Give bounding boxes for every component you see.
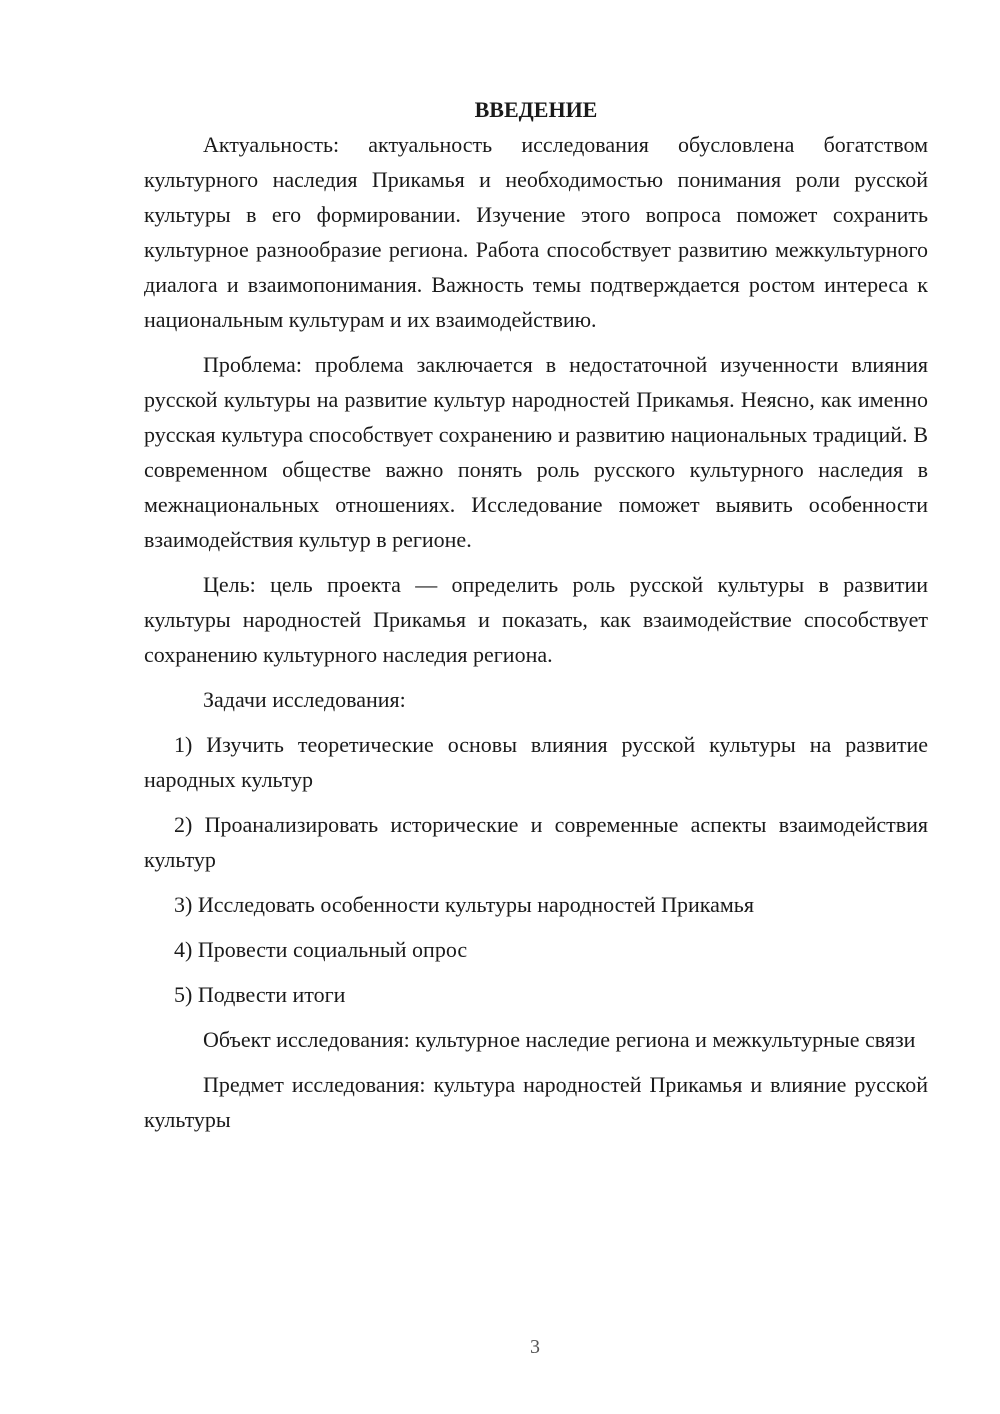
document-page	[144, 92, 928, 1147]
tasks-heading: Задачи исследования:	[203, 687, 406, 712]
problem-paragraph: Проблема: проблема заключается в недостаточной изученности влияния русской культуры на развитие культур народностей Прикамья. Неясно, как именно русская культура способствует сохранению и развитию национальных традиций. В современном обществе важно понять роль русского культурного наследия в межнациональных отношениях. Исследование поможет выявить особенности взаимодействия культур в регионе.	[144, 352, 928, 552]
object-paragraph: Объект исследования: культурное наследие региона и межкультурные связи	[203, 1027, 916, 1052]
task-item-4: 4) Провести социальный опрос	[174, 937, 468, 962]
task-item-1: 1) Изучить теоретические основы влияния русской культуры на развитие народных культур	[144, 732, 928, 792]
subject-paragraph: Предмет исследования: культура народностей Прикамья и влияние русской культуры	[144, 1072, 928, 1132]
goal-paragraph: Цель: цель проекта — определить роль русской культуры в развитии культуры народностей Прикамья и показать, как взаимодействие способствует сохранению культурного наследия региона.	[144, 572, 928, 667]
task-item-2: 2) Проанализировать исторические и современные аспекты взаимодействия культур	[144, 812, 928, 872]
task-item-3: 3) Исследовать особенности культуры народностей Прикамья	[174, 892, 754, 917]
page-title	[144, 92, 928, 127]
relevance-paragraph: Актуальность: актуальность исследования обусловлена богатством культурного наследия Прикамья и необходимостью понимания роли русской культуры в его формировании. Изучение этого вопроса поможет сохранить культурное разнообразие региона. Работа способствует развитию межкультурного диалога и взаимопонимания. Важность темы подтверждается ростом интереса к национальным культурам и их взаимодействию.	[144, 132, 928, 332]
page-number: 3	[530, 1336, 540, 1358]
heading-text: ВВЕДЕНИЕ	[474, 97, 598, 122]
task-item-5: 5) Подвести итоги	[174, 982, 346, 1007]
